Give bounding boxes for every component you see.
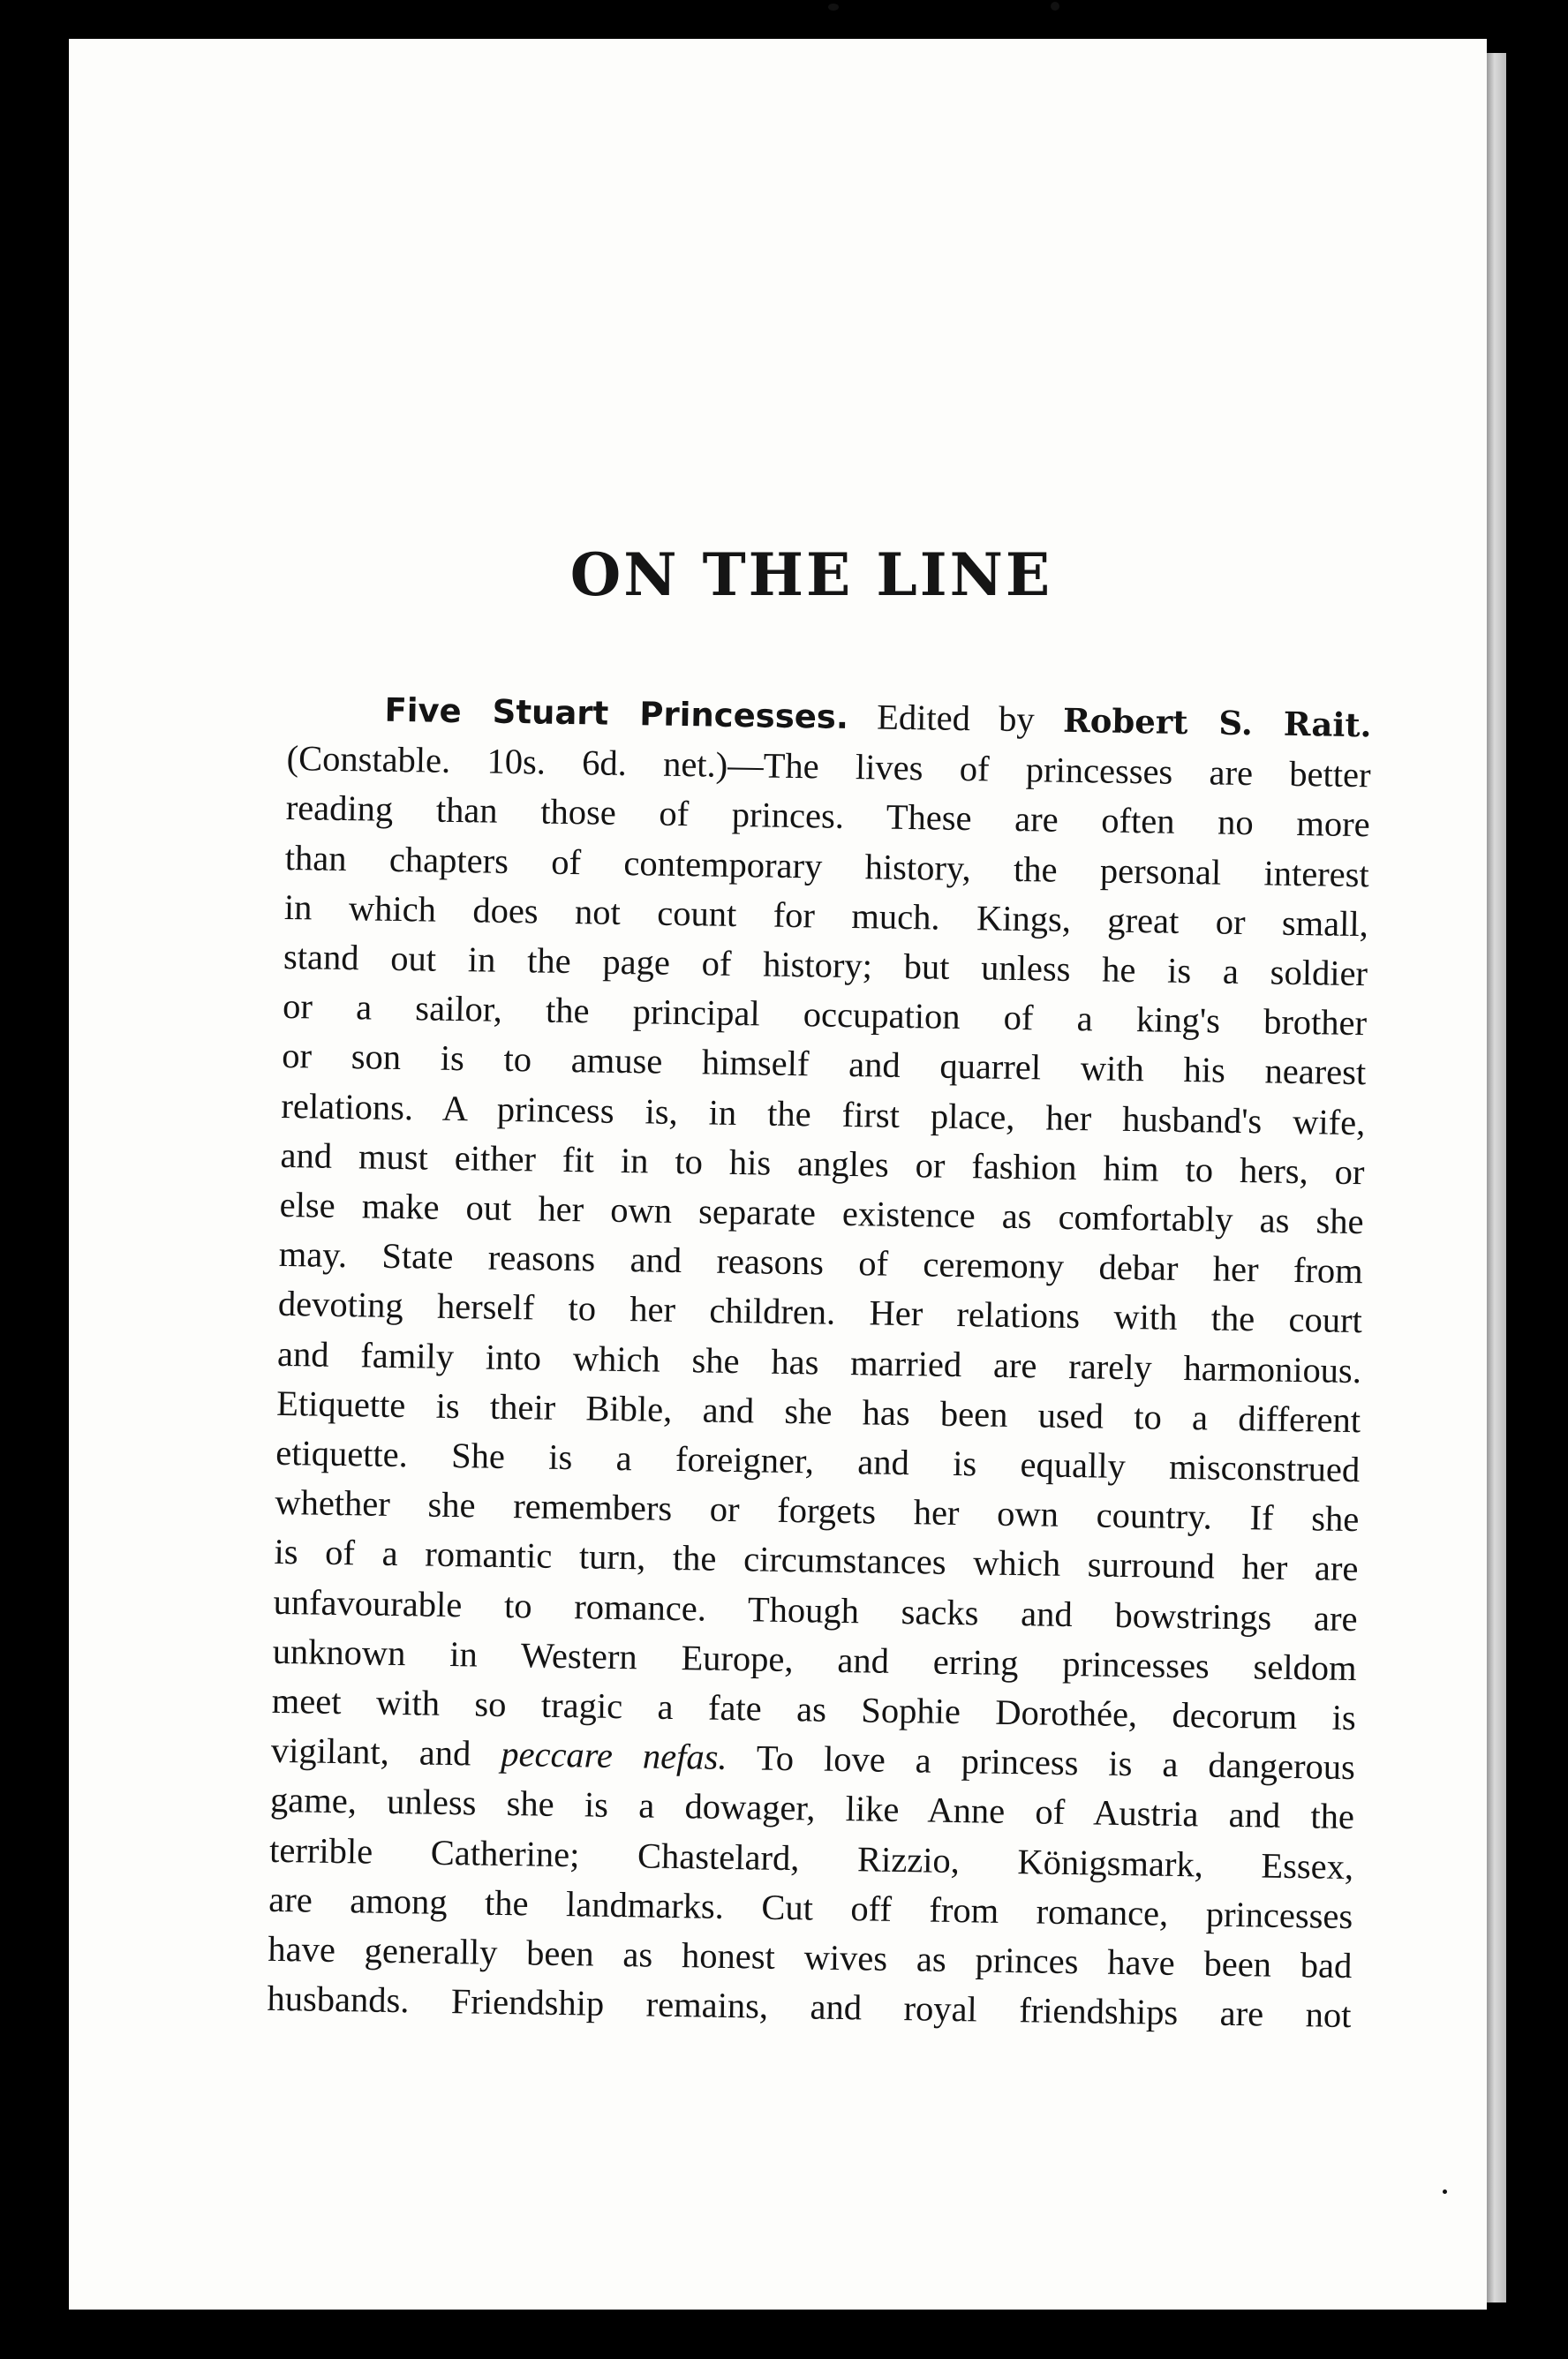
scan-border-right — [1506, 0, 1568, 2359]
text-line: husbands. Friendship remains, and royal friendships are not — [267, 1978, 1352, 2036]
text-line: or a sailor, the principal occupation of a king's brother — [282, 986, 1368, 1044]
text-line: in which does not count for much. Kings, great or small, — [283, 886, 1369, 945]
text-line: terrible Catherine; Chastelard, Rizzio, Königsmark, Essex, — [268, 1829, 1354, 1887]
text-line: stand out in the page of history; but unless he is a soldier — [283, 936, 1368, 994]
text-segment: vigilant, and — [270, 1730, 471, 1774]
text-line: than chapters of contemporary history, the personal interest — [284, 837, 1370, 894]
editor-name: Robert S. Rait. — [1062, 700, 1372, 745]
text-line: game, unless she is a dowager, like Anne of Austria and the — [269, 1780, 1355, 1837]
text-line: devoting herself to her children. Her relations with the court — [277, 1284, 1363, 1341]
text-line: etiquette. She is a foreigner, and is equally misconstrued — [275, 1432, 1361, 1490]
text-line: or son is to amuse himself and quarrel with his nearest — [282, 1036, 1367, 1093]
text-line: Etiquette is their Bible, and she has been used to a different — [275, 1383, 1361, 1441]
text-line: and must either fit in to his angles or fashion him to hers, or — [280, 1134, 1365, 1193]
text-line: are among the landmarks. Cut off from romance, princesses — [268, 1879, 1353, 1936]
review-paragraph — [267, 683, 1372, 2041]
text-line: reading than those of princes. These are often no more — [285, 788, 1370, 845]
text-line: whether she remembers or forgets her own country. If she — [275, 1482, 1360, 1540]
text-line: may. State reasons and reasons of ceremony debar her from — [278, 1234, 1364, 1292]
page-edge-shadow — [1487, 53, 1506, 2302]
text-line: relations. A princess is, in the first place, her husband's wife, — [281, 1085, 1366, 1142]
scan-speck — [828, 4, 839, 11]
text-segment: To love a princess is a dangerous — [756, 1737, 1356, 1788]
text-line: is of a romantic turn, the circumstances which surround her are — [274, 1532, 1359, 1589]
scan-speck — [1443, 2189, 1447, 2194]
text-line: unknown in Western Europe, and erring princesses seldom — [272, 1631, 1357, 1689]
scan-speck — [1051, 2, 1059, 11]
book-title: Five Stuart Princesses. — [384, 690, 849, 736]
edited-by-label: Edited by — [876, 697, 1036, 740]
text-line: and family into which she has married are rarely harmonious. — [276, 1333, 1362, 1391]
text-line: else make out her own separate existence as comfortably as she — [279, 1184, 1364, 1242]
text-line: (Constable. 10s. 6d. net.)—The lives of princesses are better — [286, 738, 1371, 795]
page-heading: ON THE LINE — [569, 540, 1053, 609]
text-line: unfavourable to romance. Though sacks and bowstrings are — [273, 1581, 1358, 1639]
text-line: meet with so tragic a fate as Sophie Dorothée, decorum is — [271, 1680, 1357, 1738]
latin-phrase: peccare nefas. — [500, 1734, 727, 1778]
text-line: have generally been as honest wives as princes have been bad — [268, 1928, 1353, 1986]
